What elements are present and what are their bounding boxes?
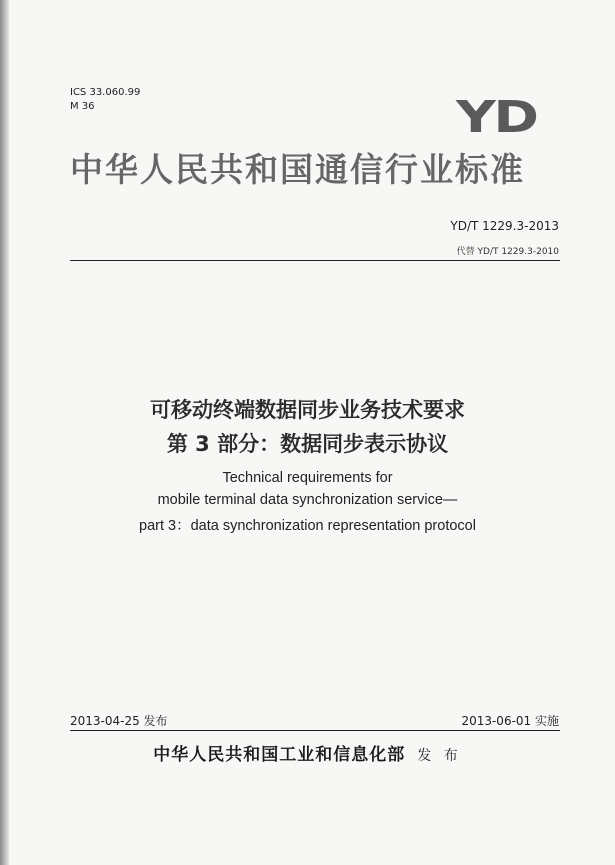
publisher-line — [0, 740, 615, 765]
footer-divider — [70, 730, 560, 731]
implement-date: 2013-06-01 实施 — [461, 714, 559, 728]
title-cn-line1: 可移动终端数据同步业务技术要求 — [150, 398, 465, 422]
publish-label: 发 布 — [417, 748, 462, 764]
standard-code: YD/T 1229.3-2013 — [450, 219, 559, 233]
standard-type-title: 中华人民共和国通信行业标准 — [70, 150, 525, 189]
publisher-name: 中华人民共和国工业和信息化部 — [153, 745, 406, 765]
title-cn-line2: 第 3 部分：数据同步表示协议 — [166, 432, 449, 456]
classification-block — [70, 86, 140, 114]
ics-code: ICS 33.060.99 — [70, 87, 141, 98]
title-en-line2: mobile terminal data synchronization service— — [157, 492, 458, 508]
replaces-code: 代替 YD/T 1229.3-2010 — [456, 247, 559, 257]
category-code: M 36 — [70, 101, 95, 112]
yd-logo: YD — [456, 92, 537, 143]
title-en-line1: Technical requirements for — [222, 470, 393, 486]
issue-date: 2013-04-25 发布 — [70, 714, 168, 728]
header-divider — [70, 260, 560, 261]
title-en-line3: part 3：data synchronization representation protocol — [139, 518, 476, 534]
